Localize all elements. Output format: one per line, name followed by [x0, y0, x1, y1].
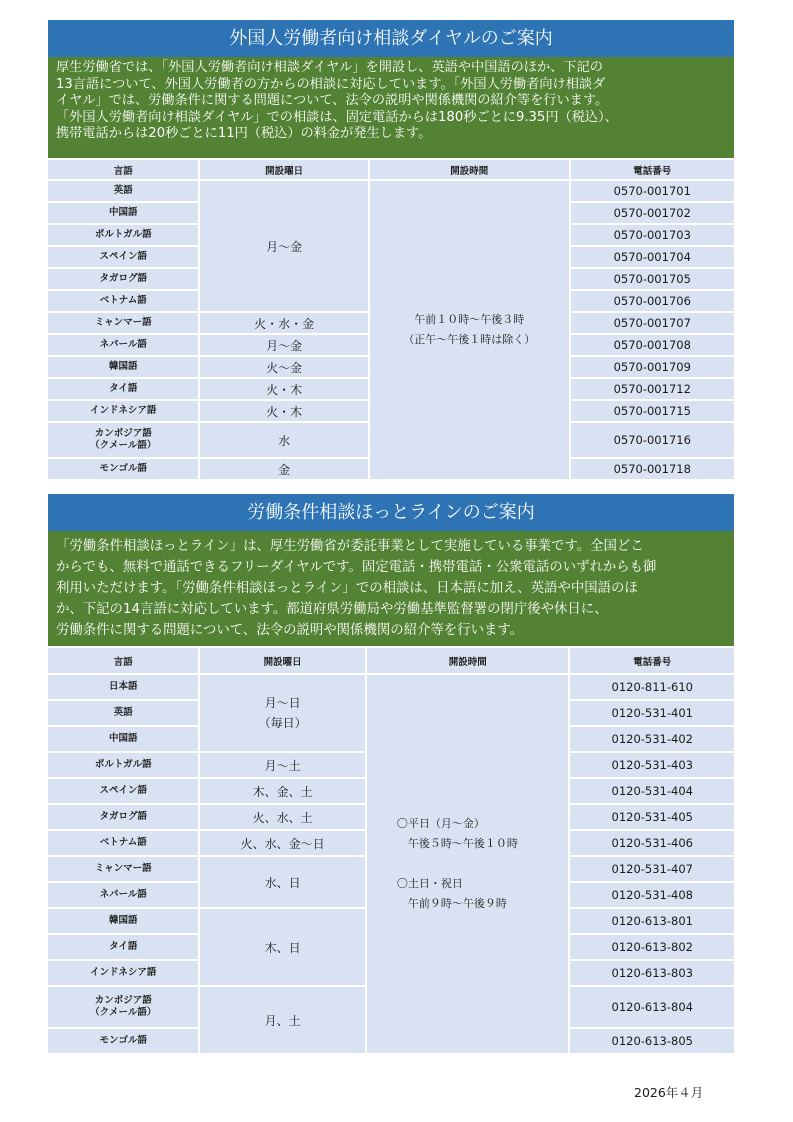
- hours-line: 〇土日・祝日: [396, 877, 463, 890]
- header-hours: 開設時間: [367, 648, 569, 673]
- section-2-title: 労働条件相談ほっとラインのご案内: [48, 494, 734, 531]
- header-language: 言語: [48, 648, 198, 673]
- phone-number: 0120-613-801: [570, 909, 734, 933]
- phone-number: 0120-531-402: [570, 727, 734, 751]
- language-cell: 英語: [48, 701, 198, 725]
- intro-line: 「外国人労働者向け相談ダイヤル」での相談は、固定電話からは180秒ごとに9.35円（税込）、: [56, 109, 618, 125]
- language-cell: カンボジア語 （クメール語）: [48, 987, 198, 1027]
- intro-line: イヤル」では、労働条件に関する問題について、法令の説明や関係機関の紹介等を行います。: [56, 93, 609, 108]
- hours-line: 午前１０時～午後３時: [414, 313, 525, 326]
- language-cell: スペイン語: [48, 247, 198, 267]
- hours-cell: [367, 675, 569, 1053]
- language-cell: 中国語: [48, 727, 198, 751]
- days-cell: 火、水、金～日: [200, 831, 364, 855]
- phone-number: 0120-613-802: [570, 935, 734, 959]
- language-cell: 中国語: [48, 203, 198, 223]
- language-cell: モンゴル語: [48, 1029, 198, 1053]
- phone-number: 0570-001704: [571, 247, 735, 267]
- phone-number: 0120-613-804: [570, 987, 734, 1027]
- days-cell: 火・木: [200, 401, 367, 421]
- issue-date: 2026年４月: [634, 1085, 704, 1100]
- language-cell: カンボジア語 （クメール語）: [48, 423, 198, 457]
- section-hotline: [48, 494, 734, 1055]
- phone-number: 0120-531-404: [570, 779, 734, 803]
- phone-number: 0120-531-401: [570, 701, 734, 725]
- language-cell: ネパール語: [48, 335, 198, 355]
- days-cell: 月～金: [200, 181, 367, 311]
- section-2-intro: [48, 531, 734, 646]
- days-cell: 水: [200, 423, 367, 457]
- header-phone: 電話番号: [570, 648, 734, 673]
- language-cell: 英語: [48, 181, 198, 201]
- language-cell: ミャンマー語: [48, 857, 198, 881]
- language-cell: ネパール語: [48, 883, 198, 907]
- section-1-table: [46, 158, 736, 481]
- language-cell: ポルトガル語: [48, 225, 198, 245]
- intro-line: か、下記の14言語に対応しています。都道府県労働局や労働基準監督署の閉庁後や休日に、: [56, 602, 608, 617]
- phone-number: 0570-001712: [571, 379, 735, 399]
- phone-number: 0120-531-407: [570, 857, 734, 881]
- hours-line: 〇平日（月～金）: [396, 817, 485, 830]
- intro-line: 労働条件に関する問題について、法令の説明や関係機関の紹介等を行います。: [56, 623, 524, 638]
- phone-number: 0570-001706: [571, 291, 735, 311]
- language-cell: タイ語: [48, 379, 198, 399]
- phone-number: 0120-531-405: [570, 805, 734, 829]
- phone-number: 0120-531-406: [570, 831, 734, 855]
- language-cell: 韓国語: [48, 909, 198, 933]
- phone-number: 0120-613-803: [570, 961, 734, 985]
- hours-cell: [370, 181, 569, 479]
- phone-number: 0570-001716: [571, 423, 735, 457]
- language-cell: モンゴル語: [48, 459, 198, 479]
- phone-number: 0570-001709: [571, 357, 735, 377]
- days-cell: 木、金、土: [200, 779, 364, 803]
- phone-number: 0570-001707: [571, 313, 735, 333]
- table-row: [48, 675, 734, 699]
- language-cell: 韓国語: [48, 357, 198, 377]
- phone-number: 0570-001703: [571, 225, 735, 245]
- intro-line: 携帯電話からは20秒ごとに11円（税込）の料金が発生します。: [56, 126, 432, 141]
- section-1-intro: [48, 57, 734, 158]
- hours-line: （正午～午後１時は除く）: [403, 333, 536, 346]
- phone-number: 0120-613-805: [570, 1029, 734, 1053]
- days-cell: 火・木: [200, 379, 367, 399]
- language-cell: タガログ語: [48, 269, 198, 289]
- phone-number: 0570-001705: [571, 269, 735, 289]
- section-2-table: [46, 646, 736, 1055]
- intro-line: からでも、無料で通話できるフリーダイヤルです。固定電話・携帯電話・公衆電話のいずれからも御: [56, 560, 657, 575]
- intro-line: 厚生労働省では、「外国人労働者向け相談ダイヤル」を開設し、英語や中国語のほか、下記の: [56, 60, 603, 75]
- hours-line: 午前９時～午後９時: [396, 897, 507, 910]
- header-days: 開設曜日: [200, 648, 364, 673]
- phone-number: 0570-001715: [571, 401, 735, 421]
- header-phone: 電話番号: [571, 160, 735, 179]
- language-cell: ベトナム語: [48, 831, 198, 855]
- header-language: 言語: [48, 160, 198, 179]
- phone-number: 0120-531-403: [570, 753, 734, 777]
- days-cell: 月～日 （毎日）: [200, 675, 364, 751]
- phone-number: 0120-531-408: [570, 883, 734, 907]
- section-foreign-worker-dial: [48, 20, 734, 481]
- intro-line: 利用いただけます。「労働条件相談ほっとライン」での相談は、日本語に加え、英語や中国語のほ: [56, 581, 638, 596]
- language-cell: タイ語: [48, 935, 198, 959]
- intro-line: 「労働条件相談ほっとライン」は、厚生労働省が委託事業として実施している事業です。全国どこ: [56, 539, 644, 554]
- phone-number: 0570-001718: [571, 459, 735, 479]
- phone-number: 0120-811-610: [570, 675, 734, 699]
- intro-line: 13言語について、外国人労働者の方からの相談に対応しています。「外国人労働者向け相談ダ: [56, 76, 606, 92]
- phone-number: 0570-001708: [571, 335, 735, 355]
- days-cell: 金: [200, 459, 367, 479]
- language-cell: インドネシア語: [48, 401, 198, 421]
- days-cell: 火～金: [200, 357, 367, 377]
- hours-line: 午後５時～午後１０時: [396, 837, 518, 850]
- language-cell: スペイン語: [48, 779, 198, 803]
- language-cell: ポルトガル語: [48, 753, 198, 777]
- days-cell: 木、日: [200, 909, 364, 985]
- language-cell: インドネシア語: [48, 961, 198, 985]
- table-row: [48, 181, 734, 201]
- header-days: 開設曜日: [200, 160, 367, 179]
- phone-number: 0570-001701: [571, 181, 735, 201]
- section-1-title: 外国人労働者向け相談ダイヤルのご案内: [48, 20, 734, 57]
- hours-spacer: [397, 854, 569, 874]
- days-cell: 火、水、土: [200, 805, 364, 829]
- language-cell: ベトナム語: [48, 291, 198, 311]
- language-cell: 日本語: [48, 675, 198, 699]
- language-cell: ミャンマー語: [48, 313, 198, 333]
- header-hours: 開設時間: [370, 160, 569, 179]
- phone-number: 0570-001702: [571, 203, 735, 223]
- language-cell: タガログ語: [48, 805, 198, 829]
- days-cell: 月～土: [200, 753, 364, 777]
- days-cell: 火・水・金: [200, 313, 367, 333]
- days-cell: 月～金: [200, 335, 367, 355]
- days-cell: 水、日: [200, 857, 364, 907]
- days-cell: 月、土: [200, 987, 364, 1053]
